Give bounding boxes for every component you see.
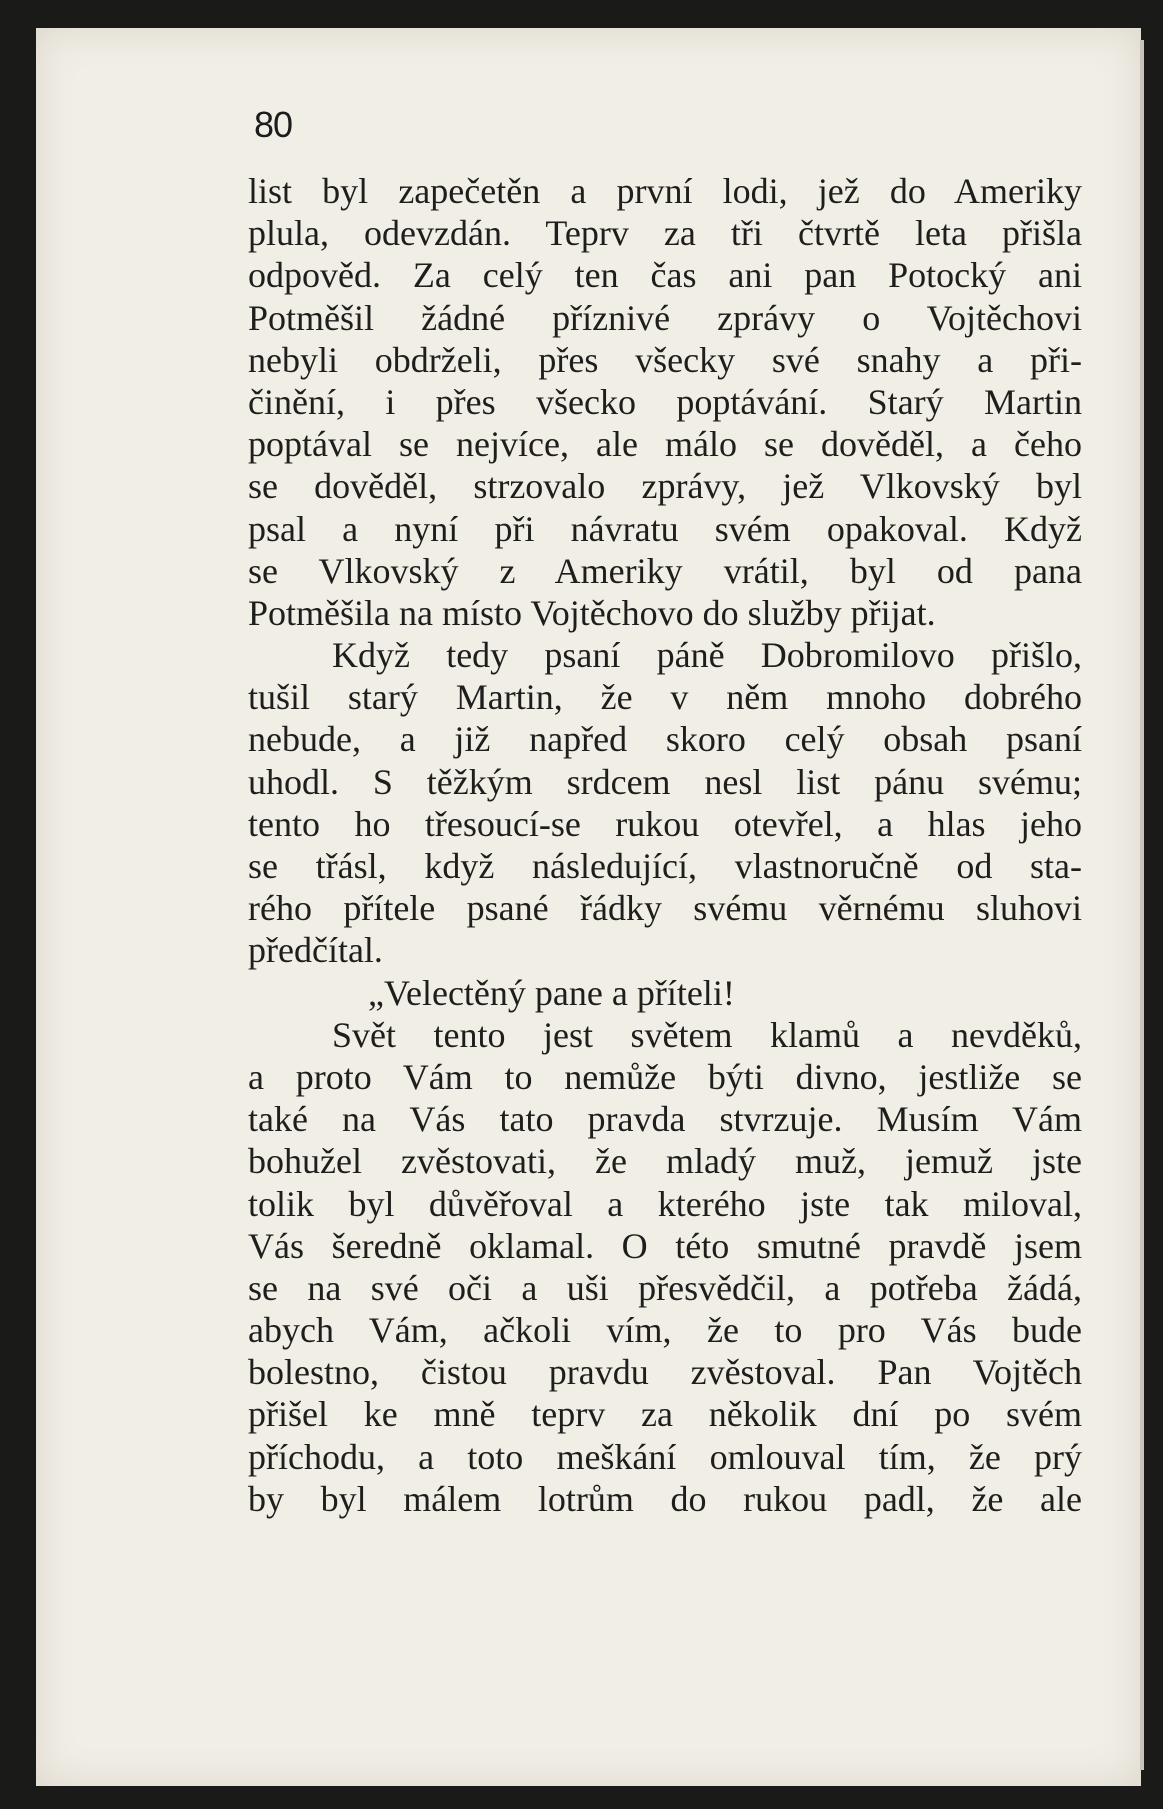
text-line: předčítal. — [248, 930, 383, 971]
text-line: tolik byl důvěřoval a kterého jste tak miloval, — [248, 1183, 1082, 1224]
page-edge — [1140, 40, 1144, 1770]
text-line: se na své oči a uši přesvědčil, a potřeba žádá, — [248, 1267, 1082, 1308]
text-line: by byl málem lotrům do rukou padl, že ale — [248, 1478, 1082, 1519]
text-line: psal a nyní při návratu svém opakoval. Když — [248, 508, 1082, 549]
text-line: se třásl, když následující, vlastnoručně od sta- — [248, 846, 1082, 886]
text-line: odpověd. Za celý ten čas ani pan Potocký ani — [248, 255, 1082, 296]
text-line: nebude, a již napřed skoro celý obsah psaní — [248, 719, 1082, 760]
text-line: list byl zapečetěn a první lodi, jež do Ameriky — [248, 171, 1082, 211]
text-line: se Vlkovský z Ameriky vrátil, byl od pana — [248, 550, 1082, 591]
text-line: Když tedy psaní páně Dobromilovo přišlo, — [332, 635, 1082, 676]
text-line: Potměšil žádné příznivé zprávy o Vojtěchovi — [248, 297, 1082, 338]
text-line: Potměšila na místo Vojtěchovo do služby přijat. — [248, 592, 936, 633]
text-line: se dověděl, strzovalo zprávy, jež Vlkovský byl — [248, 466, 1082, 507]
text-line: „Velectěný pane a příteli! — [368, 972, 735, 1013]
text-line: Svět tento jest světem klamů a nevděků, — [332, 1014, 1082, 1055]
text-line: přišel ke mně teprv za několik dní po svém — [248, 1394, 1082, 1435]
text-line: bohužel zvěstovati, že mladý muž, jemuž jste — [248, 1141, 1082, 1182]
text-line: plula, odevzdán. Teprv za tři čtvrtě leta přišla — [248, 213, 1082, 254]
text-line: rého přítele psané řádky svému věrnému sluhovi — [248, 888, 1082, 929]
text-line: poptával se nejvíce, ale málo se dověděl, a čeho — [248, 424, 1082, 465]
body-text — [248, 170, 1082, 1520]
text-line: bolestno, čistou pravdu zvěstoval. Pan Vojtěch — [248, 1352, 1082, 1393]
text-line: také na Vás tato pravda stvrzuje. Musím Vám — [248, 1099, 1082, 1140]
text-line: tento ho třesoucí-se rukou otevřel, a hlas jeho — [248, 803, 1082, 844]
text-line: příchodu, a toto meškání omlouval tím, že prý — [248, 1436, 1082, 1477]
text-line: a proto Vám to nemůže býti divno, jestliže se — [248, 1056, 1082, 1097]
text-line: nebyli obdrželi, přes všecky své snahy a při- — [248, 339, 1082, 380]
text-line: Vás šeredně oklamal. O této smutné pravdě jsem — [248, 1225, 1082, 1266]
page-number: 80 — [254, 104, 293, 145]
text-line: činění, i přes všecko poptávání. Starý Martin — [248, 381, 1082, 422]
text-line: uhodl. S těžkým srdcem nesl list pánu svému; — [248, 761, 1082, 802]
text-line: tušil starý Martin, že v něm mnoho dobrého — [248, 677, 1082, 718]
text-line: abych Vám, ačkoli vím, že to pro Vás bude — [248, 1310, 1082, 1351]
